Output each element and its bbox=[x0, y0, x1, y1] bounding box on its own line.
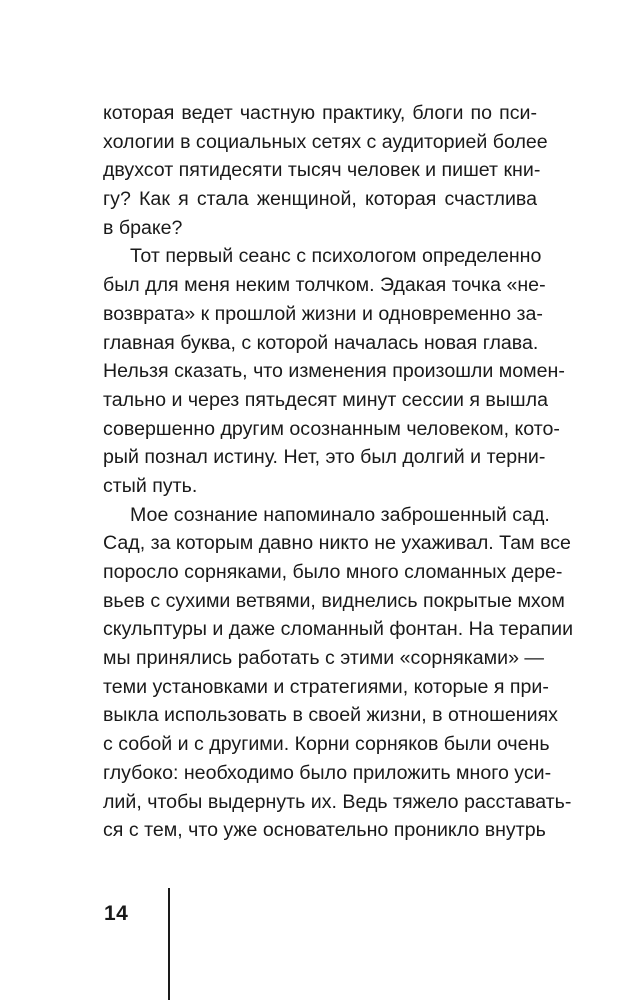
text-line: теми установками и стратегиями, которые я при- bbox=[103, 675, 549, 698]
text-line: гу? Как я стала женщиной, которая счастлива bbox=[103, 188, 537, 211]
text-line: стый путь. bbox=[103, 474, 198, 497]
text-line: тально и через пятьдесят минут сессии я вышла bbox=[103, 388, 548, 411]
text-line: скульптуры и даже сломанный фонтан. На терапии bbox=[103, 618, 574, 641]
text-line: возврата» к прошлой жизни и одновременно за- bbox=[103, 302, 543, 325]
text-line: двухсот пятидесяти тысяч человек и пишет кни- bbox=[103, 159, 541, 182]
body-text bbox=[103, 99, 574, 845]
text-line: которая ведет частную практику, блоги по пси- bbox=[103, 102, 537, 124]
text-line: Нельзя сказать, что изменения произошли момен- bbox=[103, 360, 565, 383]
text-line: Тот первый сеанс с психологом определенно bbox=[130, 245, 542, 268]
text-line: Мое сознание напоминало заброшенный сад. bbox=[130, 503, 550, 526]
text-line: совершенно другим осознанным человеком, кото- bbox=[103, 417, 560, 440]
text-line: глубоко: необходимо было приложить много уси- bbox=[103, 761, 552, 784]
text-line: в браке? bbox=[103, 216, 183, 239]
text-line: главная буква, с которой началась новая глава. bbox=[103, 331, 539, 354]
page-number: 14 bbox=[104, 902, 129, 925]
text-line: хологии в социальных сетях с аудиторией более bbox=[103, 130, 548, 153]
footer-divider bbox=[168, 888, 170, 1000]
text-line: выкла использовать в своей жизни, в отношениях bbox=[103, 704, 558, 727]
text-line: был для меня неким толчком. Эдакая точка «не- bbox=[103, 274, 546, 297]
text-line: поросло сорняками, было много сломанных дере- bbox=[103, 561, 563, 583]
text-line: с собой и с другими. Корни сорняков были очень bbox=[103, 733, 550, 756]
text-line: мы принялись работать с этими «сорняками» — bbox=[103, 647, 545, 670]
text-line: вьев с сухими ветвями, виднелись покрытые мхом bbox=[103, 589, 565, 612]
text-line: Сад, за которым давно никто не ухаживал. Там все bbox=[103, 532, 571, 555]
text-line: лий, чтобы выдернуть их. Ведь тяжело расставать- bbox=[103, 790, 572, 813]
text-line: ся с тем, что уже основательно проникло внутрь bbox=[103, 819, 546, 842]
text-line: рый познал истину. Нет, это был долгий и терни- bbox=[103, 446, 546, 469]
